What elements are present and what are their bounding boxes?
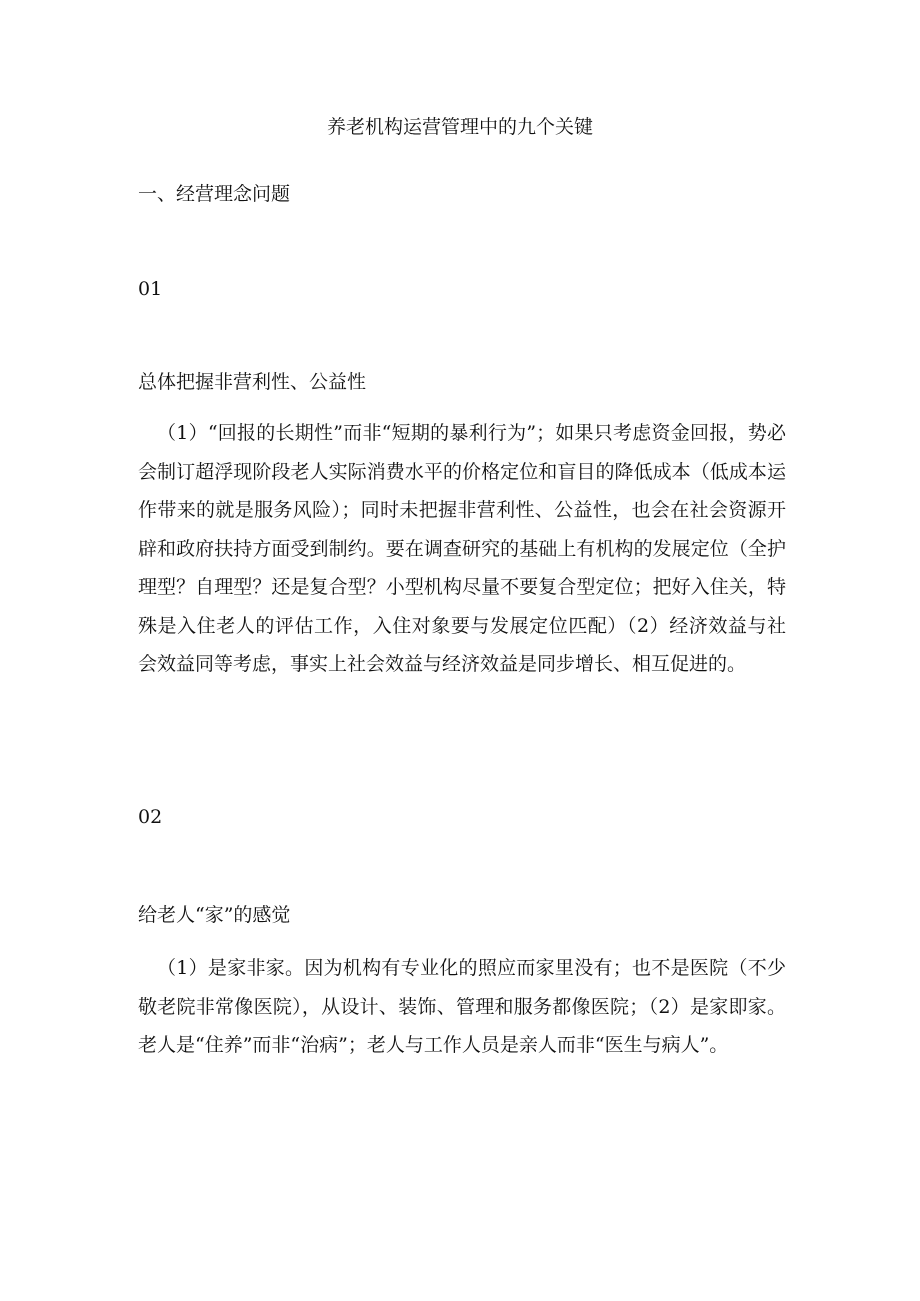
document-title: 养老机构运营管理中的九个关键 [326,116,593,138]
item-heading-01: 总体把握非营利性、公益性 [138,371,367,393]
item-body-02: （1）是家非家。因为机构有专业化的照应而家里没有；也不是医院（不少敬老院非常像医院），从设计、装饰、管理和服务都像医院；（2）是家即家。老人是“住养”而非“治病”；老人与工作人员是亲人而非“医生与病人”。 [138,957,786,1056]
item-number-02: 02 [138,806,163,828]
item-heading-02: 给老人“家”的感觉 [138,904,291,926]
item-body-01: （1）“回报的长期性”而非“短期的暴利行为”；如果只考虑资金回报，势必会制订超浮现阶段老人实际消费水平的价格定位和盲目的降低成本（低成本运作带来的就是服务风险）；同时未把握非营利性、公益性，也会在社会资源开辟和政府扶持方面受到制约。要在调查研究的基础上有机构的发展定位（全护理型？自理型？还是复合型？小型机构尽量不要复合型定位；把好入住关，特殊是入住老人的评估工作，入住对象要与发展定位匹配）（2）经济效益与社会效益同等考虑，事实上社会效益与经济效益是同步增长、相互促进的。 [138,422,786,675]
section-heading: 一、经营理念问题 [138,183,291,205]
item-number-01: 01 [138,278,163,300]
